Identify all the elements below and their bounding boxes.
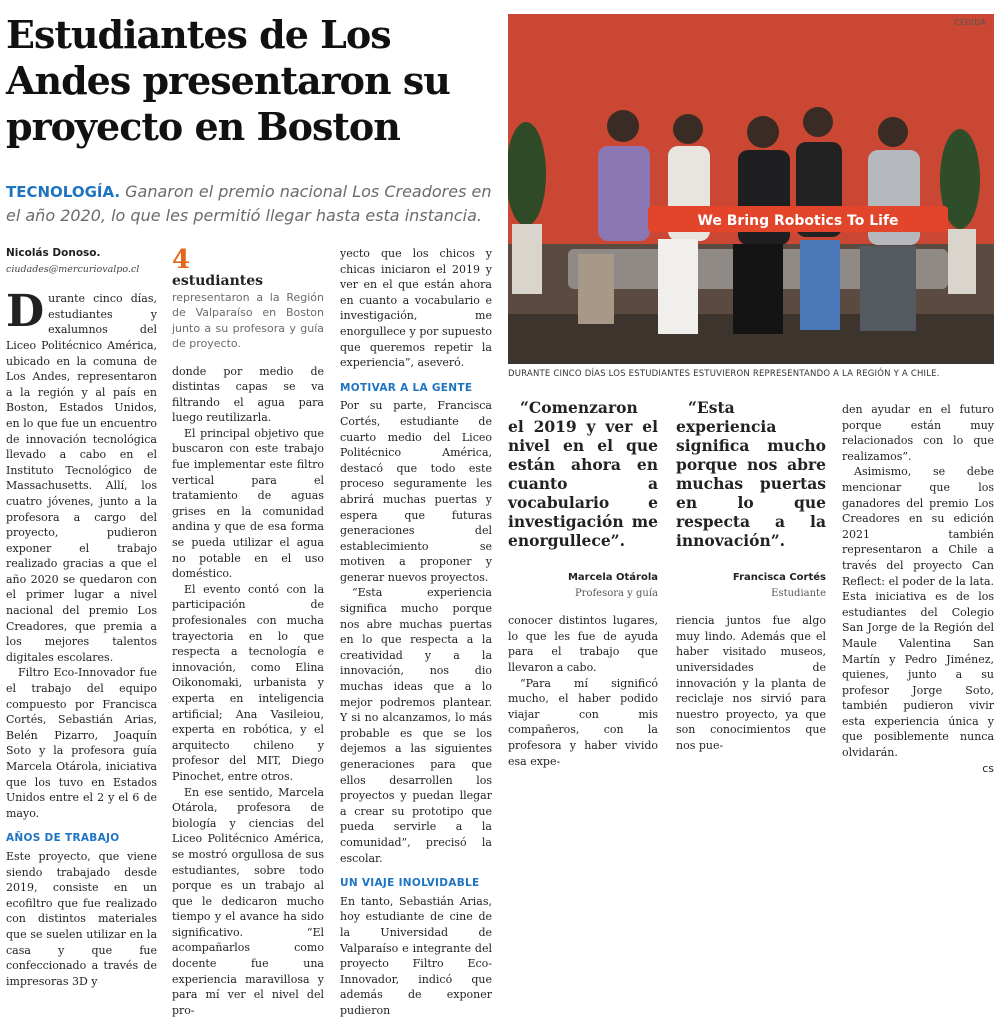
deck-text: Ganaron el premio nacional Los Creadores en el año 2020, lo que les permitió llegar hasta esta instancia. — [6, 182, 492, 225]
photo-credit: CEDIDA — [954, 18, 986, 27]
paragraph: Asimismo, se debe mencionar que los ganadores del premio Los Creadores en su edición 2021 también representaron a Chile a través del proyecto Can Reflect: el poder de la lata. Esta iniciativa es de los estudiantes del Colegio San Jorge de la Región del Maule Valentina San Martín y Pedro Jiménez, quienes, junto a su profesor Jorge Soto, también pudieron vivir esta experiencia única y que posiblemente nunca olvidarán. — [842, 465, 994, 760]
pull-quote-name: Marcela Otárola — [567, 572, 658, 583]
author: Nicolás Donoso. — [6, 247, 101, 259]
fact-text: estudiantes representaron a la Región de Valparaíso en Boston junto a su profesora y guía de proyecto. — [172, 273, 324, 350]
column-5 — [676, 398, 826, 754]
pull-quote-text: “Esta experiencia significa mucho porque nos abre muchas puertas en lo que respecta a la innovación”. — [676, 398, 826, 550]
subhead-motivar-a-la-gente: MOTIVAR A LA GENTE — [340, 381, 473, 394]
headline-line-3: proyecto en Boston — [6, 104, 400, 149]
subhead-anos-de-trabajo: AÑOS DE TRABAJO — [6, 832, 120, 845]
paragraph: “Esta experiencia significa mucho porque nos abre muchas puertas en lo que respecta a la creatividad y a la innovación, nos dio muchas ideas que a lo mejor podremos plantear. Y si no alcanzamos, lo más probable es que se los dejemos a las siguientes generaciones para que ellos desarrollen los proyectos y puedan llegar a crear su prototipo que pueda servirle a la comunidad”, precisó la escolar. — [340, 586, 492, 865]
paragraph: El evento contó con la participación de profesionales con mucha trayectoria en lo que respecta a tecnología e innovación, como Elina Oikonomaki, urbanista y experta en inteligencia artificial; Ana Vasileiou, experta en robótica, y el arquitecto chileno y profesor del MIT, Diego Pinochet, entre otros. — [172, 582, 324, 783]
paragraph: yecto que los chicos y chicas iniciaron el 2019 y ver en el que están ahora en cuanto a vocabulario e investigación, me enorgullece y por supuesto que queremos repetir la experiencia”, aseveró. — [340, 247, 492, 370]
pull-quote-role: Estudiante — [771, 587, 826, 599]
paragraph: En ese sentido, Marcela Otárola, profesora de biología y ciencias del Liceo Politécnico América, se mostró orgullosa de sus estudiantes, sobre todo porque es un trabajo al que le dedicaron mucho tiempo y el avance ha sido significativo. “El acompañarlos como docente fue una experiencia maravillosa y para mí ver el nivel del pro- — [172, 785, 324, 1017]
pull-quote — [676, 398, 826, 601]
author-email: ciudades@mercuriovalpo.cl — [6, 263, 140, 275]
column-1 — [6, 246, 157, 989]
paragraph: conocer distintos lugares, lo que les fue de ayuda para el trabajo que llevaron a cabo. — [508, 614, 658, 674]
drop-cap: D — [6, 286, 45, 338]
headline — [6, 12, 501, 150]
paragraph: Filtro Eco-Innovador fue el trabajo del equipo compuesto por Francisca Cortés, Sebastián Arias, Belén Pizarro, Joaquín Soto y la profesora guía Marcela Otárola, iniciativa que los tuvo en Estados Unidos entre el 2 y el 6 de mayo. — [6, 666, 157, 820]
deck — [6, 180, 501, 227]
headline-line-1: Estudiantes de Los — [6, 12, 391, 57]
paragraph: riencia juntos fue algo muy lindo. Además que el haber visitado museos, universidades de innovación y la planta de reciclaje nos sirvió para nuestro proyecto, ya que son conocimientos que nos pue- — [676, 614, 826, 752]
paragraph: den ayudar en el futuro porque están muy relacionados con lo que realizamos”. — [842, 403, 994, 463]
kicker: TECNOLOGÍA. — [6, 183, 121, 201]
paragraph: “Para mí significó mucho, el haber podido viajar con mis compañeros, con la profesora y haber vivido esa expe- — [508, 676, 658, 768]
paragraph: Este proyecto, que viene siendo trabajado desde 2019, consiste en un ecofiltro que fue realizado con distintos materiales que se suelen utilizar en la casa y que fue confeccionado a través de impresoras 3D y — [6, 849, 157, 988]
column-6 — [842, 402, 994, 776]
students-photo-illustration — [508, 14, 994, 364]
lead-paragraph: Durante cinco días, estudiantes y exalumnos del Liceo Politécnico América, ubicado en la comuna de Los Andes, representaron a la región y al país en Boston, Estados Unidos, en lo que fue un encuentro de innovación tecnológica llevado a cabo en el Instituto Tecnológico de Massachusetts. Allí, los cuatro jóvenes, junto a la profesora a cargo del proyecto, pudieron exponer el trabajo realizado gracias a que el año 2020 se quedaron con el primer lugar a nivel nacional del premio Los Creadores, que premia a los mejores talentos digitales escolares. — [6, 286, 157, 664]
paragraph: En tanto, Sebastián Arias, hoy estudiante de cine de la Universidad de Valparaíso e integrante del proyecto Filtro Eco-Innovador, indicó que además de exponer pudieron — [340, 894, 492, 1017]
article-photo — [508, 14, 994, 364]
column-3 — [340, 246, 492, 1019]
subhead-un-viaje-inolvidable: UN VIAJE INOLVIDABLE — [340, 877, 480, 890]
paragraph: Por su parte, Francisca Cortés, estudiante de cuarto medio del Liceo Politécnico América, destacó que todo este proceso seguramente les abrirá muchas puertas y espera que futuras generaciones del establecimiento se motiven a proponer y generar nuevos proyectos. — [340, 399, 492, 584]
pull-quote — [508, 398, 658, 601]
paragraph: El principal objetivo que buscaron con este trabajo fue implementar este filtro vertical para el tratamiento de aguas grises en la comunidad andina y que de esa forma se pueda utilizar el agua no potable en el uso doméstico. — [172, 426, 324, 581]
column-4 — [508, 398, 658, 769]
fact-box — [172, 246, 324, 352]
headline-line-2: Andes presentaron su — [6, 58, 450, 103]
pull-quote-role: Profesora y guía — [574, 587, 658, 599]
column-2 — [172, 246, 324, 1018]
end-mark: cs — [982, 761, 994, 775]
fact-number: 4 — [172, 245, 191, 275]
photo-caption: DURANTE CINCO DÍAS LOS ESTUDIANTES ESTUVIERON REPRESENTANDO A LA REGIÓN Y A CHILE. — [508, 369, 940, 379]
pull-quote-name: Francisca Cortés — [732, 572, 826, 583]
pull-quote-text: “Comenzaron el 2019 y ver el nivel en el que están ahora en cuanto a vocabulario e investigación me enorgullece”. — [508, 398, 658, 550]
robotics-sign-text: We Bring Robotics To Life — [697, 213, 899, 229]
paragraph: donde por medio de distintas capas se va filtrando el agua para luego reutilizarla. — [172, 364, 324, 425]
